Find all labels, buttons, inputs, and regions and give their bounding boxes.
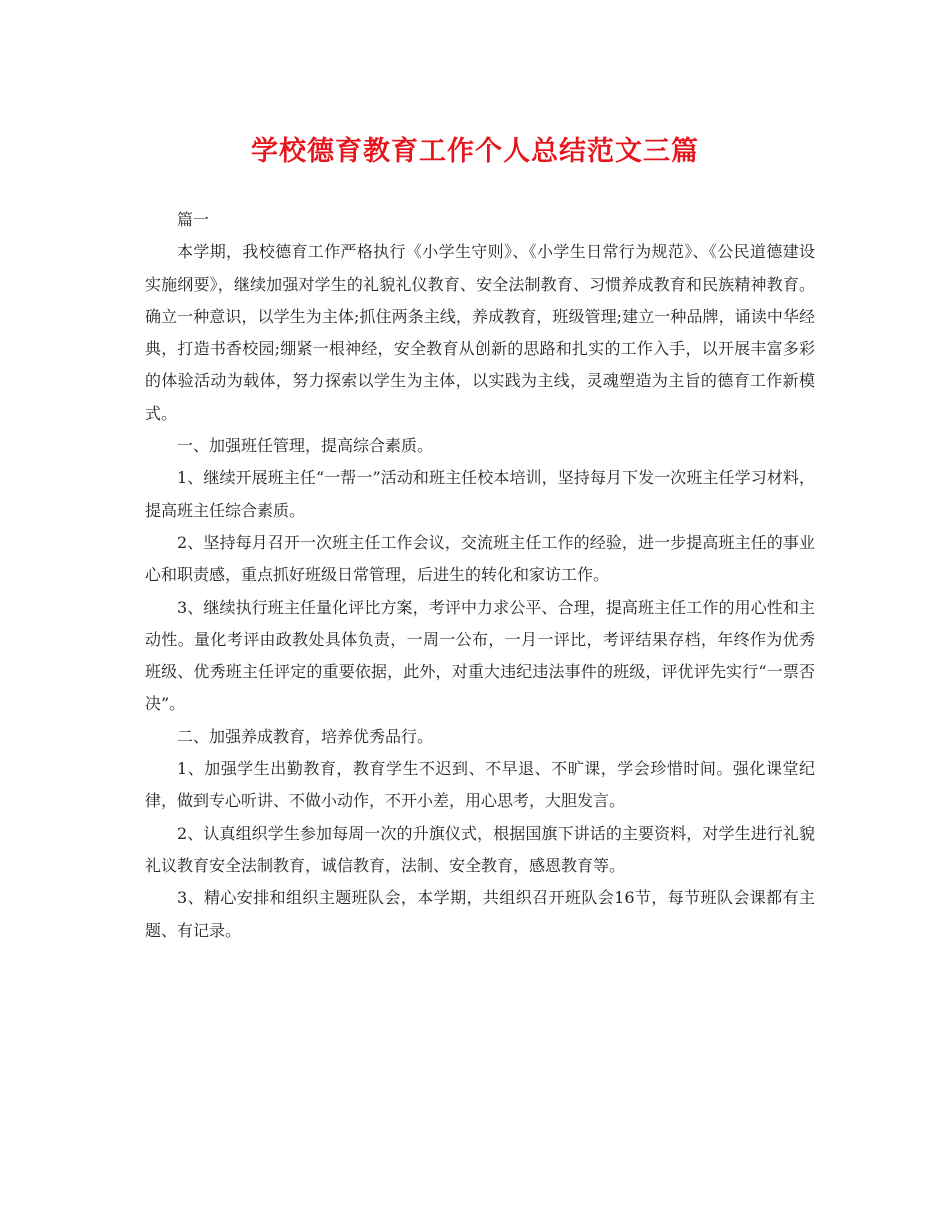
- section-heading-2: 二、加强养成教育，培养优秀品行。: [177, 726, 434, 746]
- list-item: 2、坚持每月召开一次班主任工作会议，交流班主任工作的经验，进一步提高班主任的事业心和职责感，重点抓好班级日常管理，后进生的转化和家访工作。: [145, 532, 815, 585]
- list-item: 1、加强学生出勤教育，教育学生不迟到、不早退、不旷课，学会珍惜时间。强化课堂纪律，做到专心听讲、不做小动作，不开小差，用心思考，大胆发言。: [145, 759, 815, 811]
- list-item: 2、认真组织学生参加每周一次的升旗仪式，根据国旗下讲话的主要资料，对学生进行礼貌礼议教育安全法制教育，诚信教育，法制、安全教育，感恩教育等。: [145, 823, 815, 875]
- list-item: 3、继续执行班主任量化评比方案，考评中力求公平、合理，提高班主任工作的用心性和主动性。量化考评由政教处具体负责，一周一公布，一月一评比，考评结果存档，年终作为优秀班级、优秀班主任评定的重要依据，此外，对重大违纪违法事件的班级，评优评先实行“一票否决”。: [145, 597, 815, 714]
- document-body: [145, 204, 815, 947]
- intro-paragraph: 本学期，我校德育工作严格执行《小学生守则》、《小学生日常行为规范》、《公民道德建设实施纲要》，继续加强对学生的礼貌礼仪教育、安全法制教育、习惯养成教育和民族精神教育。确立一种意识，以学生为主体;抓住两条主线，养成教育，班级管理;建立一种品牌，诵读中华经典，打造书香校园;绷紧一根神经，安全教育从创新的思路和扎实的工作入手，以开展丰富多彩的体验活动为载体，努力探索以学生为主体，以实践为主线，灵魂塑造为主旨的德育工作新模式。: [145, 242, 815, 423]
- list-item: 3、精心安排和组织主题班队会，本学期，共组织召开班队会16节，每节班队会课都有主题、有记录。: [145, 888, 815, 940]
- list-item: 1、继续开展班主任“一帮一”活动和班主任校本培训，坚持每月下发一次班主任学习材料，提高班主任综合素质。: [145, 468, 815, 520]
- document-title: 学校德育教育工作个人总结范文三篇: [251, 136, 699, 167]
- section-heading-pian-yi: 篇一: [177, 210, 210, 229]
- section-heading-1: 一、加强班任管理，提高综合素质。: [177, 436, 434, 456]
